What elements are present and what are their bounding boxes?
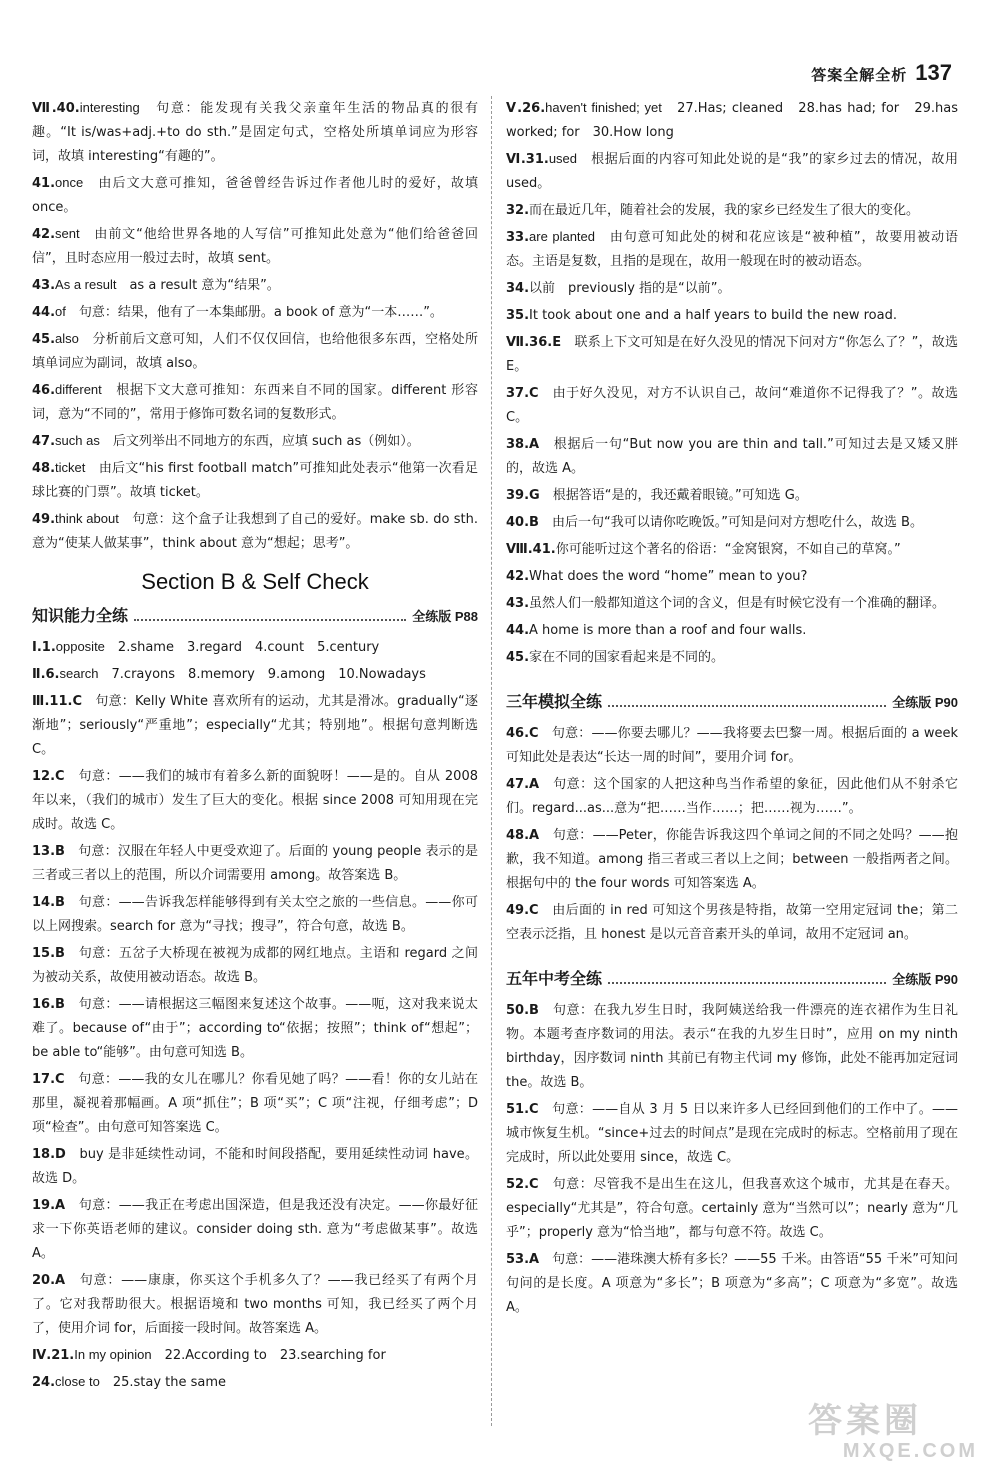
answer-explanation: buy 是非延续性动词，不能和时间段搭配，要用延续性动词 have。故选 D。: [32, 1147, 478, 1186]
answer-number: 16.B: [32, 997, 65, 1012]
answer-item: [506, 618, 958, 643]
answer-number: 32.: [506, 203, 530, 218]
right-answers-b: [506, 721, 958, 947]
answer-number: 50.B: [506, 1003, 539, 1018]
answer-number: 20.A: [32, 1273, 66, 1288]
answer-number: 38.A: [506, 437, 540, 452]
answer-item: [506, 96, 958, 145]
answer-key: interesting: [79, 100, 140, 115]
answer-number: 49.C: [506, 903, 539, 918]
answer-number: 46.C: [506, 726, 539, 741]
answer-number: 18.D: [32, 1147, 66, 1162]
answer-item: [32, 171, 478, 220]
answer-number: 14.B: [32, 895, 65, 910]
answer-explanation: 家在不同的国家看起来是不同的。: [529, 650, 725, 665]
watermark-logo: [798, 1393, 978, 1463]
section-name: 三年模拟全练: [506, 692, 603, 711]
answer-number: 47.A: [506, 777, 540, 792]
answer-item: [32, 273, 478, 298]
answer-explanation: 联系上下文可知是在好久没见的情况下问对方“你怎么了？”，故选 E。: [506, 335, 958, 374]
answer-number: 24.: [32, 1375, 56, 1390]
section-title: Section B & Self Check: [141, 569, 369, 594]
answer-number: 48.: [32, 461, 56, 476]
answer-explanation: 由后文大意可推知，爸爸曾经告诉过作者他儿时的爱好，故填 once。: [32, 176, 478, 215]
answer-number: Ⅶ.40.: [32, 101, 80, 116]
answer-key: think about: [55, 511, 119, 526]
answer-item: [506, 537, 958, 562]
answer-item: [32, 1142, 478, 1191]
watermark-top: 答案圈: [808, 1401, 922, 1441]
answer-number: 44.: [506, 623, 530, 638]
answer-explanation: 根据后一句“But now you are thin and tall.”可知过去是又矮又胖的，故选 A。: [506, 437, 958, 476]
answer-item: [32, 992, 478, 1065]
answer-item: [32, 327, 478, 376]
answer-item: [506, 1172, 958, 1245]
answer-item: [32, 764, 478, 837]
answer-number: 40.B: [506, 515, 539, 530]
answer-key: different: [55, 382, 102, 397]
answer-item: [32, 890, 478, 939]
answer-number: 43.: [506, 596, 530, 611]
answer-item: [506, 1097, 958, 1170]
answer-number: 19.A: [32, 1198, 66, 1213]
answer-key: In my opinion: [74, 1347, 152, 1362]
section-header-knowledge: [32, 604, 478, 629]
answer-explanation: A home is more than a roof and four walls.: [529, 623, 807, 638]
section-name: 知识能力全练: [32, 606, 129, 625]
answer-item: [32, 839, 478, 888]
answer-explanation: 句意：——港珠澳大桥有多长？——55 千米。由答语“55 千米”可知问句问的是长度。A 项意为“多长”；B 项意为“多高”；C 项意为“多宽”。故选 A。: [506, 1252, 958, 1315]
answer-key: sent: [55, 226, 80, 241]
answer-explanation: 句意：这个盒子让我想到了自己的爱好。make sb. do sth. 意为“使某人做某事”，think about 意为“想起；思考”。: [32, 512, 479, 551]
answer-item: [506, 303, 958, 328]
answer-number: 52.C: [506, 1177, 539, 1192]
answer-item: [506, 483, 958, 508]
section-name: 五年中考全练: [506, 969, 603, 988]
answer-item: [32, 941, 478, 990]
answer-explanation: 由句意可知此处的树和花应该是“被种植”，故要用被动语态。主语是复数，且指的是现在，故用一般现在时的被动语态。: [506, 230, 958, 269]
answer-explanation: 而在最近几年，随着社会的发展，我的家乡已经发生了很大的变化。: [529, 203, 920, 218]
answer-item: [32, 689, 478, 762]
section-header-five-year: [506, 967, 958, 992]
answer-item: [32, 1370, 478, 1395]
answer-explanation: 根据下文大意可推知：东西来自不同的国家。different 形容词，意为“不同的”，常用于修饰可数名词的复数形式。: [32, 383, 478, 422]
answer-explanation: 根据答语“是的，我还戴着眼镜。”可知选 G。: [539, 488, 808, 503]
answer-key: opposite: [55, 639, 105, 654]
answer-item: [506, 898, 958, 947]
answer-explanation: 句意：——告诉我怎样能够得到有关太空之旅的一些信息。——你可以上网搜索。search for 意为“寻找；搜寻”，符合句意，故选 B。: [32, 895, 478, 934]
answer-key: once: [55, 175, 84, 190]
answer-explanation: What does the word “home” mean to you?: [529, 569, 808, 584]
answer-number: 37.C: [506, 386, 539, 401]
answer-item: [506, 772, 958, 821]
answer-number: 42.: [506, 569, 530, 584]
answer-item: [506, 564, 958, 589]
answer-number: 43.: [32, 278, 56, 293]
answer-explanation: 后文列举出不同地方的东西，应填 such as（例如）。: [99, 434, 420, 449]
answer-item: [506, 432, 958, 481]
answer-number: 47.: [32, 434, 56, 449]
answer-item: [32, 300, 478, 325]
answer-number: Ⅴ.26.: [506, 101, 546, 116]
answer-explanation: 由后文“his first football match”可推知此处表示“他第一次看足球比赛的门票”。故填 ticket。: [32, 461, 478, 500]
answer-key: of: [55, 304, 66, 319]
page-header: [811, 60, 952, 86]
answer-item: [32, 222, 478, 271]
answer-item: [506, 198, 958, 223]
answer-explanation: 27.Has; cleaned 28.has had; for 29.has worked; for 30.How long: [506, 101, 959, 140]
answer-explanation: 由后面的 in red 可知这个男孩是特指，故第一空用定冠词 the；第二空表示泛指，且 honest 是以元音音素开头的单词，故用不定冠词 an。: [506, 903, 958, 942]
answer-item: [32, 378, 478, 427]
answer-item: [32, 1193, 478, 1266]
answer-item: [506, 721, 958, 770]
answer-explanation: 句意：Kelly White 喜欢所有的运动，尤其是滑冰。gradually“逐渐地”；seriously“严重地”；especially“尤其；特别地”。根据句意判断选 C。: [32, 694, 478, 757]
answer-key: ticket: [55, 460, 86, 475]
answer-number: 45.: [32, 332, 56, 347]
answer-number: 51.C: [506, 1102, 539, 1117]
answer-item: [32, 1067, 478, 1140]
answer-key: used: [548, 151, 578, 166]
answer-number: Ⅳ.21.: [32, 1348, 75, 1363]
answer-explanation: 由于好久没见，对方不认识自己，故问“难道你不记得我了？”。故选 C。: [506, 386, 958, 425]
answer-number: Ⅲ.11.C: [32, 694, 82, 709]
answer-explanation: 由前文“他给世界各地的人写信”可推知此处意为“他们给爸爸回信”，且时态应用一般过去时，故填 sent。: [32, 227, 478, 266]
answer-item: [32, 662, 478, 687]
answer-explanation: 虽然人们一般都知道这个词的含义，但是有时候它没有一个准确的翻译。: [529, 596, 946, 611]
answer-explanation: 句意：——我们的城市有着多么新的面貌呀！——是的。自从 2008 年以来，（我们的城市）发生了巨大的变化。根据 since 2008 可知用现在完成时。故选 C。: [32, 769, 478, 832]
watermark-bottom: MXQE.COM: [842, 1440, 978, 1462]
answer-explanation: 根据后面的内容可知此处说的是“我”的家乡过去的情况，故用 used。: [506, 152, 958, 191]
answer-item: [506, 225, 958, 274]
answer-number: 48.A: [506, 828, 540, 843]
answer-key: such as: [55, 433, 100, 448]
answer-number: 53.A: [506, 1252, 540, 1267]
answer-explanation: 分析前后文意可知，人们不仅仅回信，也给他很多东西，空格处所填单词应为副词，故填 also。: [32, 332, 478, 371]
answer-item: [32, 507, 478, 556]
answer-explanation: 句意：尽管我不是出生在这儿，但我喜欢这个城市，尤其是在春天。especially“尤其是”，符合句意。certainly 意为“当然可以”；nearly 意为“几乎”；properly 意为“恰当地”，都与句意不符。故选 C。: [506, 1177, 958, 1240]
answer-key: haven't finished; yet: [545, 100, 662, 115]
answer-number: 45.: [506, 650, 530, 665]
answer-explanation: 7.crayons 8.memory 9.among 10.Nowadays: [98, 667, 426, 682]
answer-item: [32, 1343, 478, 1368]
answer-explanation: 句意：——Peter，你能告诉我这四个单词之间的不同之处吗？——抱歉，我不知道。among 指三者或三者以上之间；between 一般指两者之间。根据句中的 the four words 可知答案选 A。: [506, 828, 958, 891]
answer-explanation: 句意：——康康，你买这个手机多久了？——我已经买了有两个月了。它对我帮助很大。根据语境和 two months 可知，我已经买了两个月了，使用介词 for，后面接一段时间。故答案选 A。: [32, 1273, 478, 1336]
answer-explanation: 22.According to 23.searching for: [151, 1348, 386, 1363]
answer-item: [506, 330, 958, 379]
section-reference: 全练版 P90: [892, 695, 958, 710]
answer-key: close to: [55, 1374, 100, 1389]
answer-item: [506, 645, 958, 670]
column-divider: [491, 96, 492, 1426]
answer-item: [32, 635, 478, 660]
answer-number: 44.: [32, 305, 56, 320]
answer-number: 33.: [506, 230, 530, 245]
answer-number: 15.B: [32, 946, 65, 961]
answer-number: 41.: [32, 176, 56, 191]
answer-item: [506, 510, 958, 535]
left-answers-a: [32, 96, 478, 556]
answer-number: Ⅱ.6.: [32, 667, 60, 682]
answer-explanation: 句意：——自从 3 月 5 日以来许多人已经回到他们的工作中了。——城市恢复生机。“since+过去的时间点”是现在完成时的标志。空格前用了现在完成时，所以此处要用 since，故选 C。: [506, 1102, 958, 1165]
answer-explanation: 由后一句“我可以请你吃晚饭。”可知是问对方想吃什么，故选 B。: [538, 515, 923, 530]
answer-item: [32, 96, 478, 169]
answer-number: 42.: [32, 227, 56, 242]
answer-explanation: 你可能听过这个著名的俗语：“金窝银窝，不如自己的草窝。”: [555, 542, 901, 557]
page-number: 137: [915, 60, 952, 85]
left-column: [32, 96, 478, 1397]
answer-number: 13.B: [32, 844, 65, 859]
answer-explanation: 句意：——你要去哪儿？——我将要去巴黎一周。根据后面的 a week 可知此处是表达“长达一周的时间”，要用介词 for。: [506, 726, 958, 765]
left-answers-b: [32, 635, 478, 1395]
answer-number: 35.: [506, 308, 530, 323]
answer-explanation: 句意：——我的女儿在哪儿？你看见她了吗？——看！你的女儿站在那里，凝视着那幅画。A 项“抓住”；B 项“买”；C 项“注视，仔细考虑”；D 项“检查”。由句意可知答案选 C。: [32, 1072, 478, 1135]
answer-item: [506, 998, 958, 1095]
answer-number: 39.G: [506, 488, 540, 503]
answer-explanation: 句意：这个国家的人把这种鸟当作希望的象征，因此他们从不射杀它们。regard...as...意为“把……当作……；把……视为……”。: [506, 777, 958, 816]
section-reference: 全练版 P90: [892, 972, 958, 987]
answer-number: Ⅶ.36.E: [506, 335, 562, 350]
answer-explanation: 句意：五岔子大桥现在被视为成都的网红地点。主语和 regard 之间为被动关系，故使用被动语态。故选 B。: [32, 946, 478, 985]
section-header-three-year: [506, 690, 958, 715]
leader-dots: [608, 705, 886, 707]
answer-item: [506, 147, 958, 196]
answer-item: [506, 591, 958, 616]
answer-number: 17.C: [32, 1072, 65, 1087]
answer-explanation: 句意：汉服在年轻人中更受欢迎了。后面的 young people 表示的是三者或三者以上的范围，所以介词需要用 among。故答案选 B。: [32, 844, 478, 883]
answer-explanation: 句意：在我九岁生日时，我阿姨送给我一件漂亮的连衣裙作为生日礼物。本题考查序数词的用法。表示“在我的九岁生日时”，应用 on my ninth birthday，因序数词 ninth 其前已有物主代词 my 修饰，此处不能再加定冠词 the。故选 B。: [506, 1003, 958, 1090]
answer-item: [506, 1247, 958, 1320]
answer-item: [32, 1268, 478, 1341]
answer-key: also: [55, 331, 79, 346]
right-answers-a: [506, 96, 958, 670]
answer-item: [506, 823, 958, 896]
answer-number: Ⅰ.1.: [32, 640, 56, 655]
answer-explanation: 25.stay the same: [99, 1375, 227, 1390]
leader-dots: [134, 619, 406, 621]
section-reference: 全练版 P88: [412, 609, 478, 624]
answer-item: [32, 456, 478, 505]
answer-number: 12.C: [32, 769, 65, 784]
answer-item: [506, 276, 958, 301]
answer-number: Ⅵ.31.: [506, 152, 549, 167]
answer-explanation: It took about one and a half years to build the new road.: [529, 308, 897, 323]
answer-explanation: 句意：能发现有关我父亲童年生活的物品真的很有趣。“It is/was+adj.+to do sth.”是固定句式，空格处所填单词应为形容词，故填 interesting“有趣的”。: [32, 101, 478, 164]
answer-number: 34.: [506, 281, 530, 296]
answer-item: [506, 381, 958, 430]
answer-explanation: 句意：结果，他有了一本集邮册。a book of 意为“一本……”。: [65, 305, 443, 320]
leader-dots: [608, 982, 886, 984]
answer-number: 49.: [32, 512, 56, 527]
header-title: 答案全解全析: [811, 66, 908, 84]
answer-explanation: 以前 previously 指的是“以前”。: [529, 281, 731, 296]
answer-explanation: 2.shame 3.regard 4.count 5.century: [104, 640, 380, 655]
right-column: [506, 96, 958, 1322]
answer-key: As a result: [55, 277, 117, 292]
answer-key: search: [59, 666, 99, 681]
answer-number: Ⅷ.41.: [506, 542, 556, 557]
right-answers-c: [506, 998, 958, 1320]
answer-key: are planted: [529, 229, 595, 244]
answer-item: [32, 429, 478, 454]
answer-explanation: 句意：——请根据这三幅图来复述这个故事。——呃，这对我来说太难了。because of“由于”；according to“依据；按照”；think of“想起”；be able to“能够”。由句意可知选 B。: [32, 997, 478, 1060]
answer-explanation: as a result 意为“结果”。: [116, 278, 280, 293]
answer-number: 46.: [32, 383, 56, 398]
answer-explanation: 句意：——我正在考虑出国深造，但是我还没有决定。——你最好征求一下你英语老师的建议。consider doing sth. 意为“考虑做某事”。故选 A。: [32, 1198, 478, 1261]
